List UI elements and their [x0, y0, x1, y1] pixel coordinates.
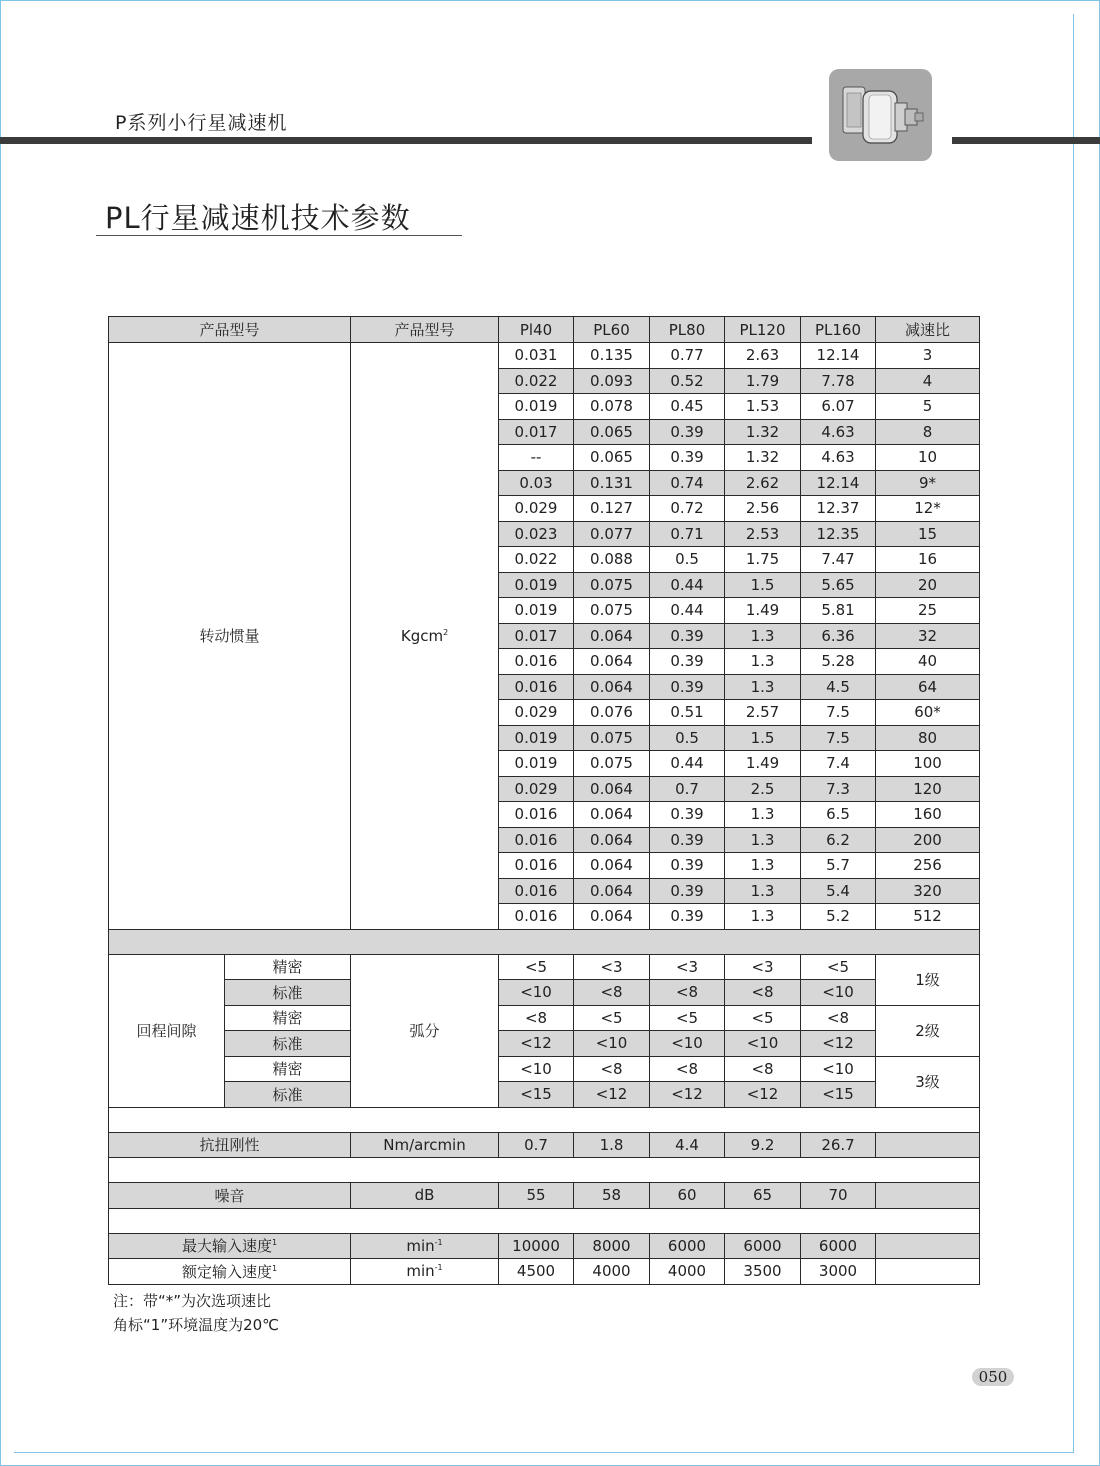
- max-speed-label-sup: 1: [271, 1238, 278, 1248]
- stiffness-value: 0.7: [499, 1132, 574, 1158]
- ratio-cell: 60*: [876, 700, 980, 726]
- ratio-cell: 9*: [876, 470, 980, 496]
- backlash-value: <8: [574, 980, 650, 1006]
- inertia-value: 1.5: [725, 572, 801, 598]
- max-speed-unit: [351, 1233, 499, 1259]
- backlash-value: <8: [650, 1056, 725, 1082]
- inertia-value: 1.3: [725, 904, 801, 930]
- header-col-6: PL160: [801, 317, 876, 343]
- ratio-cell: 32: [876, 623, 980, 649]
- header-bar: [0, 137, 812, 144]
- inertia-value: 4.63: [801, 445, 876, 471]
- inertia-value: 0.016: [499, 827, 574, 853]
- backlash-value: <8: [801, 1005, 876, 1031]
- inertia-value: --: [499, 445, 574, 471]
- header-col-4: PL80: [650, 317, 725, 343]
- backlash-grade: 标准: [225, 1031, 351, 1057]
- inertia-value: 6.5: [801, 802, 876, 828]
- inertia-value: 5.28: [801, 649, 876, 675]
- inertia-value: 0.064: [574, 878, 650, 904]
- max-speed-empty: [876, 1233, 980, 1259]
- backlash-grade: 精密: [225, 1056, 351, 1082]
- inertia-value: 0.019: [499, 598, 574, 624]
- backlash-value: <15: [499, 1082, 574, 1108]
- inertia-value: 0.39: [650, 853, 725, 879]
- page-title: PL行星减速机技术参数: [105, 201, 411, 235]
- inertia-value: 0.031: [499, 343, 574, 369]
- backlash-grade: 标准: [225, 980, 351, 1006]
- inertia-value: 0.39: [650, 878, 725, 904]
- inertia-value: 0.088: [574, 547, 650, 573]
- backlash-row: [109, 1031, 980, 1057]
- inertia-value: 0.075: [574, 725, 650, 751]
- max-speed-value: 6000: [725, 1233, 801, 1259]
- header-col-5: PL120: [725, 317, 801, 343]
- backlash-level: 2级: [876, 1005, 980, 1056]
- noise-empty: [876, 1183, 980, 1209]
- inertia-value: 1.3: [725, 674, 801, 700]
- backlash-value: <12: [801, 1031, 876, 1057]
- spec-table: [108, 316, 980, 1285]
- inertia-value: 0.127: [574, 496, 650, 522]
- ratio-cell: 20: [876, 572, 980, 598]
- page-margin-line: [1073, 14, 1074, 1452]
- rated-speed-label-text: 额定输入速度: [181, 1262, 272, 1281]
- inertia-row: [109, 343, 980, 369]
- inertia-value: 1.3: [725, 827, 801, 853]
- inertia-value: 7.3: [801, 776, 876, 802]
- inertia-value: 6.36: [801, 623, 876, 649]
- inertia-value: 0.44: [650, 751, 725, 777]
- ratio-cell: 16: [876, 547, 980, 573]
- rated-speed-value: 3000: [801, 1259, 876, 1285]
- header-row: [109, 317, 980, 343]
- inertia-value: 6.2: [801, 827, 876, 853]
- backlash-value: <12: [725, 1082, 801, 1108]
- inertia-value: 0.016: [499, 904, 574, 930]
- spacer-row: [109, 1107, 980, 1132]
- inertia-value: 7.5: [801, 725, 876, 751]
- backlash-value: <10: [499, 1056, 574, 1082]
- rated-speed-value: 3500: [725, 1259, 801, 1285]
- spacer-cell: [109, 1107, 980, 1132]
- inertia-unit-sup: 2: [443, 627, 449, 637]
- rated-speed-unit-text: min: [406, 1262, 435, 1281]
- backlash-value: <10: [801, 1056, 876, 1082]
- inertia-value: 0.019: [499, 725, 574, 751]
- rated-speed-row: [109, 1259, 980, 1285]
- inertia-value: 12.35: [801, 521, 876, 547]
- stiffness-value: 1.8: [574, 1132, 650, 1158]
- inertia-value: 0.77: [650, 343, 725, 369]
- backlash-value: <5: [725, 1005, 801, 1031]
- spacer-row: [109, 1208, 980, 1233]
- inertia-value: 0.39: [650, 445, 725, 471]
- stiffness-unit: Nm/arcmin: [351, 1132, 499, 1158]
- noise-value: 55: [499, 1183, 574, 1209]
- series-title: P系列小行星减速机: [115, 112, 288, 134]
- max-speed-unit-sup: -1: [434, 1237, 443, 1247]
- ratio-cell: 3: [876, 343, 980, 369]
- inertia-value: 1.75: [725, 547, 801, 573]
- ratio-cell: 200: [876, 827, 980, 853]
- inertia-value: 5.81: [801, 598, 876, 624]
- inertia-value: 7.4: [801, 751, 876, 777]
- header-col-3: PL60: [574, 317, 650, 343]
- inertia-value: 1.49: [725, 598, 801, 624]
- backlash-row: [109, 1056, 980, 1082]
- ratio-cell: 5: [876, 394, 980, 420]
- inertia-value: 0.064: [574, 904, 650, 930]
- inertia-value: 0.5: [650, 547, 725, 573]
- inertia-value: 12.14: [801, 470, 876, 496]
- note-optional-ratio: 注：带“*”为次选项速比: [113, 1292, 272, 1310]
- page-number: 050: [972, 1368, 1014, 1386]
- inertia-value: 0.135: [574, 343, 650, 369]
- inertia-value: 0.065: [574, 419, 650, 445]
- noise-unit: dB: [351, 1183, 499, 1209]
- inertia-value: 0.064: [574, 802, 650, 828]
- separator-cell: [109, 929, 980, 954]
- ratio-cell: 80: [876, 725, 980, 751]
- backlash-level: 1级: [876, 954, 980, 1005]
- max-speed-value: 6000: [801, 1233, 876, 1259]
- inertia-value: 0.078: [574, 394, 650, 420]
- inertia-value: 0.064: [574, 827, 650, 853]
- inertia-value: 7.47: [801, 547, 876, 573]
- backlash-value: <3: [650, 954, 725, 980]
- max-speed-value: 6000: [650, 1233, 725, 1259]
- inertia-value: 0.51: [650, 700, 725, 726]
- backlash-row: [109, 980, 980, 1006]
- inertia-value: 0.075: [574, 751, 650, 777]
- backlash-value: <12: [574, 1082, 650, 1108]
- inertia-value: 1.32: [725, 445, 801, 471]
- page-margin-line-bottom: [14, 1452, 1074, 1453]
- inertia-value: 0.022: [499, 368, 574, 394]
- inertia-unit: [351, 343, 499, 930]
- backlash-value: <10: [574, 1031, 650, 1057]
- inertia-value: 0.72: [650, 496, 725, 522]
- inertia-value: 1.5: [725, 725, 801, 751]
- inertia-value: 5.2: [801, 904, 876, 930]
- rated-speed-unit: [351, 1259, 499, 1285]
- backlash-value: <12: [499, 1031, 574, 1057]
- inertia-value: 1.79: [725, 368, 801, 394]
- ratio-cell: 40: [876, 649, 980, 675]
- inertia-value: 0.075: [574, 572, 650, 598]
- ratio-cell: 64: [876, 674, 980, 700]
- inertia-value: 0.39: [650, 419, 725, 445]
- ratio-cell: 8: [876, 419, 980, 445]
- backlash-value: <8: [725, 980, 801, 1006]
- stiffness-value: 9.2: [725, 1132, 801, 1158]
- noise-value: 60: [650, 1183, 725, 1209]
- backlash-value: <8: [499, 1005, 574, 1031]
- inertia-value: 5.65: [801, 572, 876, 598]
- backlash-value: <10: [725, 1031, 801, 1057]
- inertia-value: 1.3: [725, 623, 801, 649]
- inertia-value: 0.093: [574, 368, 650, 394]
- header-unit: 产品型号: [351, 317, 499, 343]
- inertia-unit-text: Kgcm: [400, 626, 444, 645]
- gear-reducer-image: [829, 69, 932, 161]
- inertia-value: 4.5: [801, 674, 876, 700]
- noise-label: 噪音: [109, 1183, 351, 1209]
- inertia-value: 1.49: [725, 751, 801, 777]
- backlash-value: <10: [499, 980, 574, 1006]
- inertia-value: 1.3: [725, 649, 801, 675]
- inertia-value: 0.016: [499, 802, 574, 828]
- inertia-value: 12.37: [801, 496, 876, 522]
- separator-row: [109, 929, 980, 954]
- inertia-value: 0.39: [650, 802, 725, 828]
- inertia-value: 7.5: [801, 700, 876, 726]
- inertia-value: 0.064: [574, 776, 650, 802]
- backlash-level: 3级: [876, 1056, 980, 1107]
- inertia-value: 4.63: [801, 419, 876, 445]
- ratio-cell: 320: [876, 878, 980, 904]
- inertia-value: 0.064: [574, 674, 650, 700]
- inertia-value: 0.44: [650, 598, 725, 624]
- inertia-value: 2.63: [725, 343, 801, 369]
- ratio-cell: 120: [876, 776, 980, 802]
- inertia-value: 0.077: [574, 521, 650, 547]
- backlash-value: <8: [574, 1056, 650, 1082]
- backlash-value: <3: [725, 954, 801, 980]
- footnotes: [113, 1289, 279, 1337]
- inertia-value: 0.44: [650, 572, 725, 598]
- inertia-value: 2.56: [725, 496, 801, 522]
- inertia-value: 1.53: [725, 394, 801, 420]
- rated-speed-label-sup: 1: [271, 1263, 278, 1273]
- backlash-value: <5: [650, 1005, 725, 1031]
- inertia-value: 2.62: [725, 470, 801, 496]
- rated-speed-empty: [876, 1259, 980, 1285]
- inertia-value: 0.45: [650, 394, 725, 420]
- max-speed-label-text: 最大输入速度: [181, 1237, 272, 1256]
- inertia-value: 0.39: [650, 904, 725, 930]
- inertia-value: 0.016: [499, 853, 574, 879]
- inertia-value: 0.017: [499, 419, 574, 445]
- stiffness-empty: [876, 1132, 980, 1158]
- backlash-grade: 精密: [225, 1005, 351, 1031]
- backlash-row: [109, 954, 980, 980]
- inertia-value: 0.03: [499, 470, 574, 496]
- inertia-value: 0.74: [650, 470, 725, 496]
- backlash-grade: 标准: [225, 1082, 351, 1108]
- rated-speed-value: 4000: [650, 1259, 725, 1285]
- ratio-cell: 256: [876, 853, 980, 879]
- backlash-grade: 精密: [225, 954, 351, 980]
- max-speed-row: [109, 1233, 980, 1259]
- inertia-value: 0.075: [574, 598, 650, 624]
- rated-speed-unit-sup: -1: [434, 1263, 443, 1273]
- inertia-value: 0.023: [499, 521, 574, 547]
- inertia-value: 0.39: [650, 649, 725, 675]
- noise-value: 65: [725, 1183, 801, 1209]
- backlash-value: <5: [499, 954, 574, 980]
- inertia-value: 0.029: [499, 700, 574, 726]
- stiffness-value: 4.4: [650, 1132, 725, 1158]
- inertia-value: 1.3: [725, 878, 801, 904]
- inertia-value: 0.39: [650, 827, 725, 853]
- inertia-value: 0.016: [499, 878, 574, 904]
- header-col-2: Pl40: [499, 317, 574, 343]
- inertia-value: 0.017: [499, 623, 574, 649]
- ratio-cell: 512: [876, 904, 980, 930]
- title-underline: [96, 235, 462, 236]
- inertia-value: 1.32: [725, 419, 801, 445]
- inertia-value: 0.064: [574, 623, 650, 649]
- header-bar-right: [952, 137, 1100, 144]
- inertia-value: 0.131: [574, 470, 650, 496]
- inertia-value: 0.019: [499, 572, 574, 598]
- inertia-value: 0.019: [499, 751, 574, 777]
- inertia-value: 0.065: [574, 445, 650, 471]
- inertia-value: 0.5: [650, 725, 725, 751]
- backlash-value: <8: [725, 1056, 801, 1082]
- inertia-value: 0.022: [499, 547, 574, 573]
- ratio-cell: 10: [876, 445, 980, 471]
- inertia-value: 1.3: [725, 802, 801, 828]
- inertia-value: 0.029: [499, 496, 574, 522]
- inertia-value: 1.3: [725, 853, 801, 879]
- inertia-value: 2.5: [725, 776, 801, 802]
- noise-row: [109, 1183, 980, 1209]
- inertia-label: 转动惯量: [109, 343, 351, 930]
- inertia-value: 7.78: [801, 368, 876, 394]
- spacer-row: [109, 1158, 980, 1183]
- inertia-value: 2.53: [725, 521, 801, 547]
- inertia-value: 0.016: [499, 674, 574, 700]
- inertia-value: 6.07: [801, 394, 876, 420]
- rated-speed-value: 4000: [574, 1259, 650, 1285]
- noise-value: 58: [574, 1183, 650, 1209]
- inertia-value: 0.016: [499, 649, 574, 675]
- backlash-value: <8: [650, 980, 725, 1006]
- max-speed-value: 10000: [499, 1233, 574, 1259]
- max-speed-label: [109, 1233, 351, 1259]
- backlash-unit: 弧分: [351, 954, 499, 1107]
- inertia-value: 0.029: [499, 776, 574, 802]
- inertia-value: 0.076: [574, 700, 650, 726]
- backlash-value: <5: [574, 1005, 650, 1031]
- ratio-cell: 15: [876, 521, 980, 547]
- inertia-value: 0.39: [650, 623, 725, 649]
- rated-speed-label: [109, 1259, 351, 1285]
- note-temperature: 角标“1”环境温度为20℃: [113, 1316, 280, 1334]
- stiffness-row: [109, 1132, 980, 1158]
- backlash-value: <5: [801, 954, 876, 980]
- inertia-value: 12.14: [801, 343, 876, 369]
- inertia-value: 0.52: [650, 368, 725, 394]
- ratio-cell: 4: [876, 368, 980, 394]
- inertia-value: 0.39: [650, 674, 725, 700]
- backlash-row: [109, 1005, 980, 1031]
- inertia-value: 0.064: [574, 649, 650, 675]
- backlash-value: <10: [650, 1031, 725, 1057]
- spacer-cell: [109, 1208, 980, 1233]
- header-product-model: 产品型号: [109, 317, 351, 343]
- ratio-cell: 160: [876, 802, 980, 828]
- stiffness-value: 26.7: [801, 1132, 876, 1158]
- noise-value: 70: [801, 1183, 876, 1209]
- inertia-value: 0.019: [499, 394, 574, 420]
- backlash-row: [109, 1082, 980, 1108]
- ratio-cell: 25: [876, 598, 980, 624]
- header-col-7: 减速比: [876, 317, 980, 343]
- inertia-value: 0.7: [650, 776, 725, 802]
- inertia-value: 0.71: [650, 521, 725, 547]
- gear-reducer-icon: [829, 69, 932, 161]
- spacer-cell: [109, 1158, 980, 1183]
- max-speed-unit-text: min: [406, 1236, 435, 1255]
- backlash-value: <3: [574, 954, 650, 980]
- backlash-value: <10: [801, 980, 876, 1006]
- ratio-cell: 12*: [876, 496, 980, 522]
- inertia-value: 2.57: [725, 700, 801, 726]
- inertia-value: 5.4: [801, 878, 876, 904]
- rated-speed-value: 4500: [499, 1259, 574, 1285]
- inertia-value: 0.064: [574, 853, 650, 879]
- max-speed-value: 8000: [574, 1233, 650, 1259]
- ratio-cell: 100: [876, 751, 980, 777]
- stiffness-label: 抗扭刚性: [109, 1132, 351, 1158]
- backlash-value: <12: [650, 1082, 725, 1108]
- inertia-value: 5.7: [801, 853, 876, 879]
- backlash-label: 回程间隙: [109, 954, 225, 1107]
- backlash-value: <15: [801, 1082, 876, 1108]
